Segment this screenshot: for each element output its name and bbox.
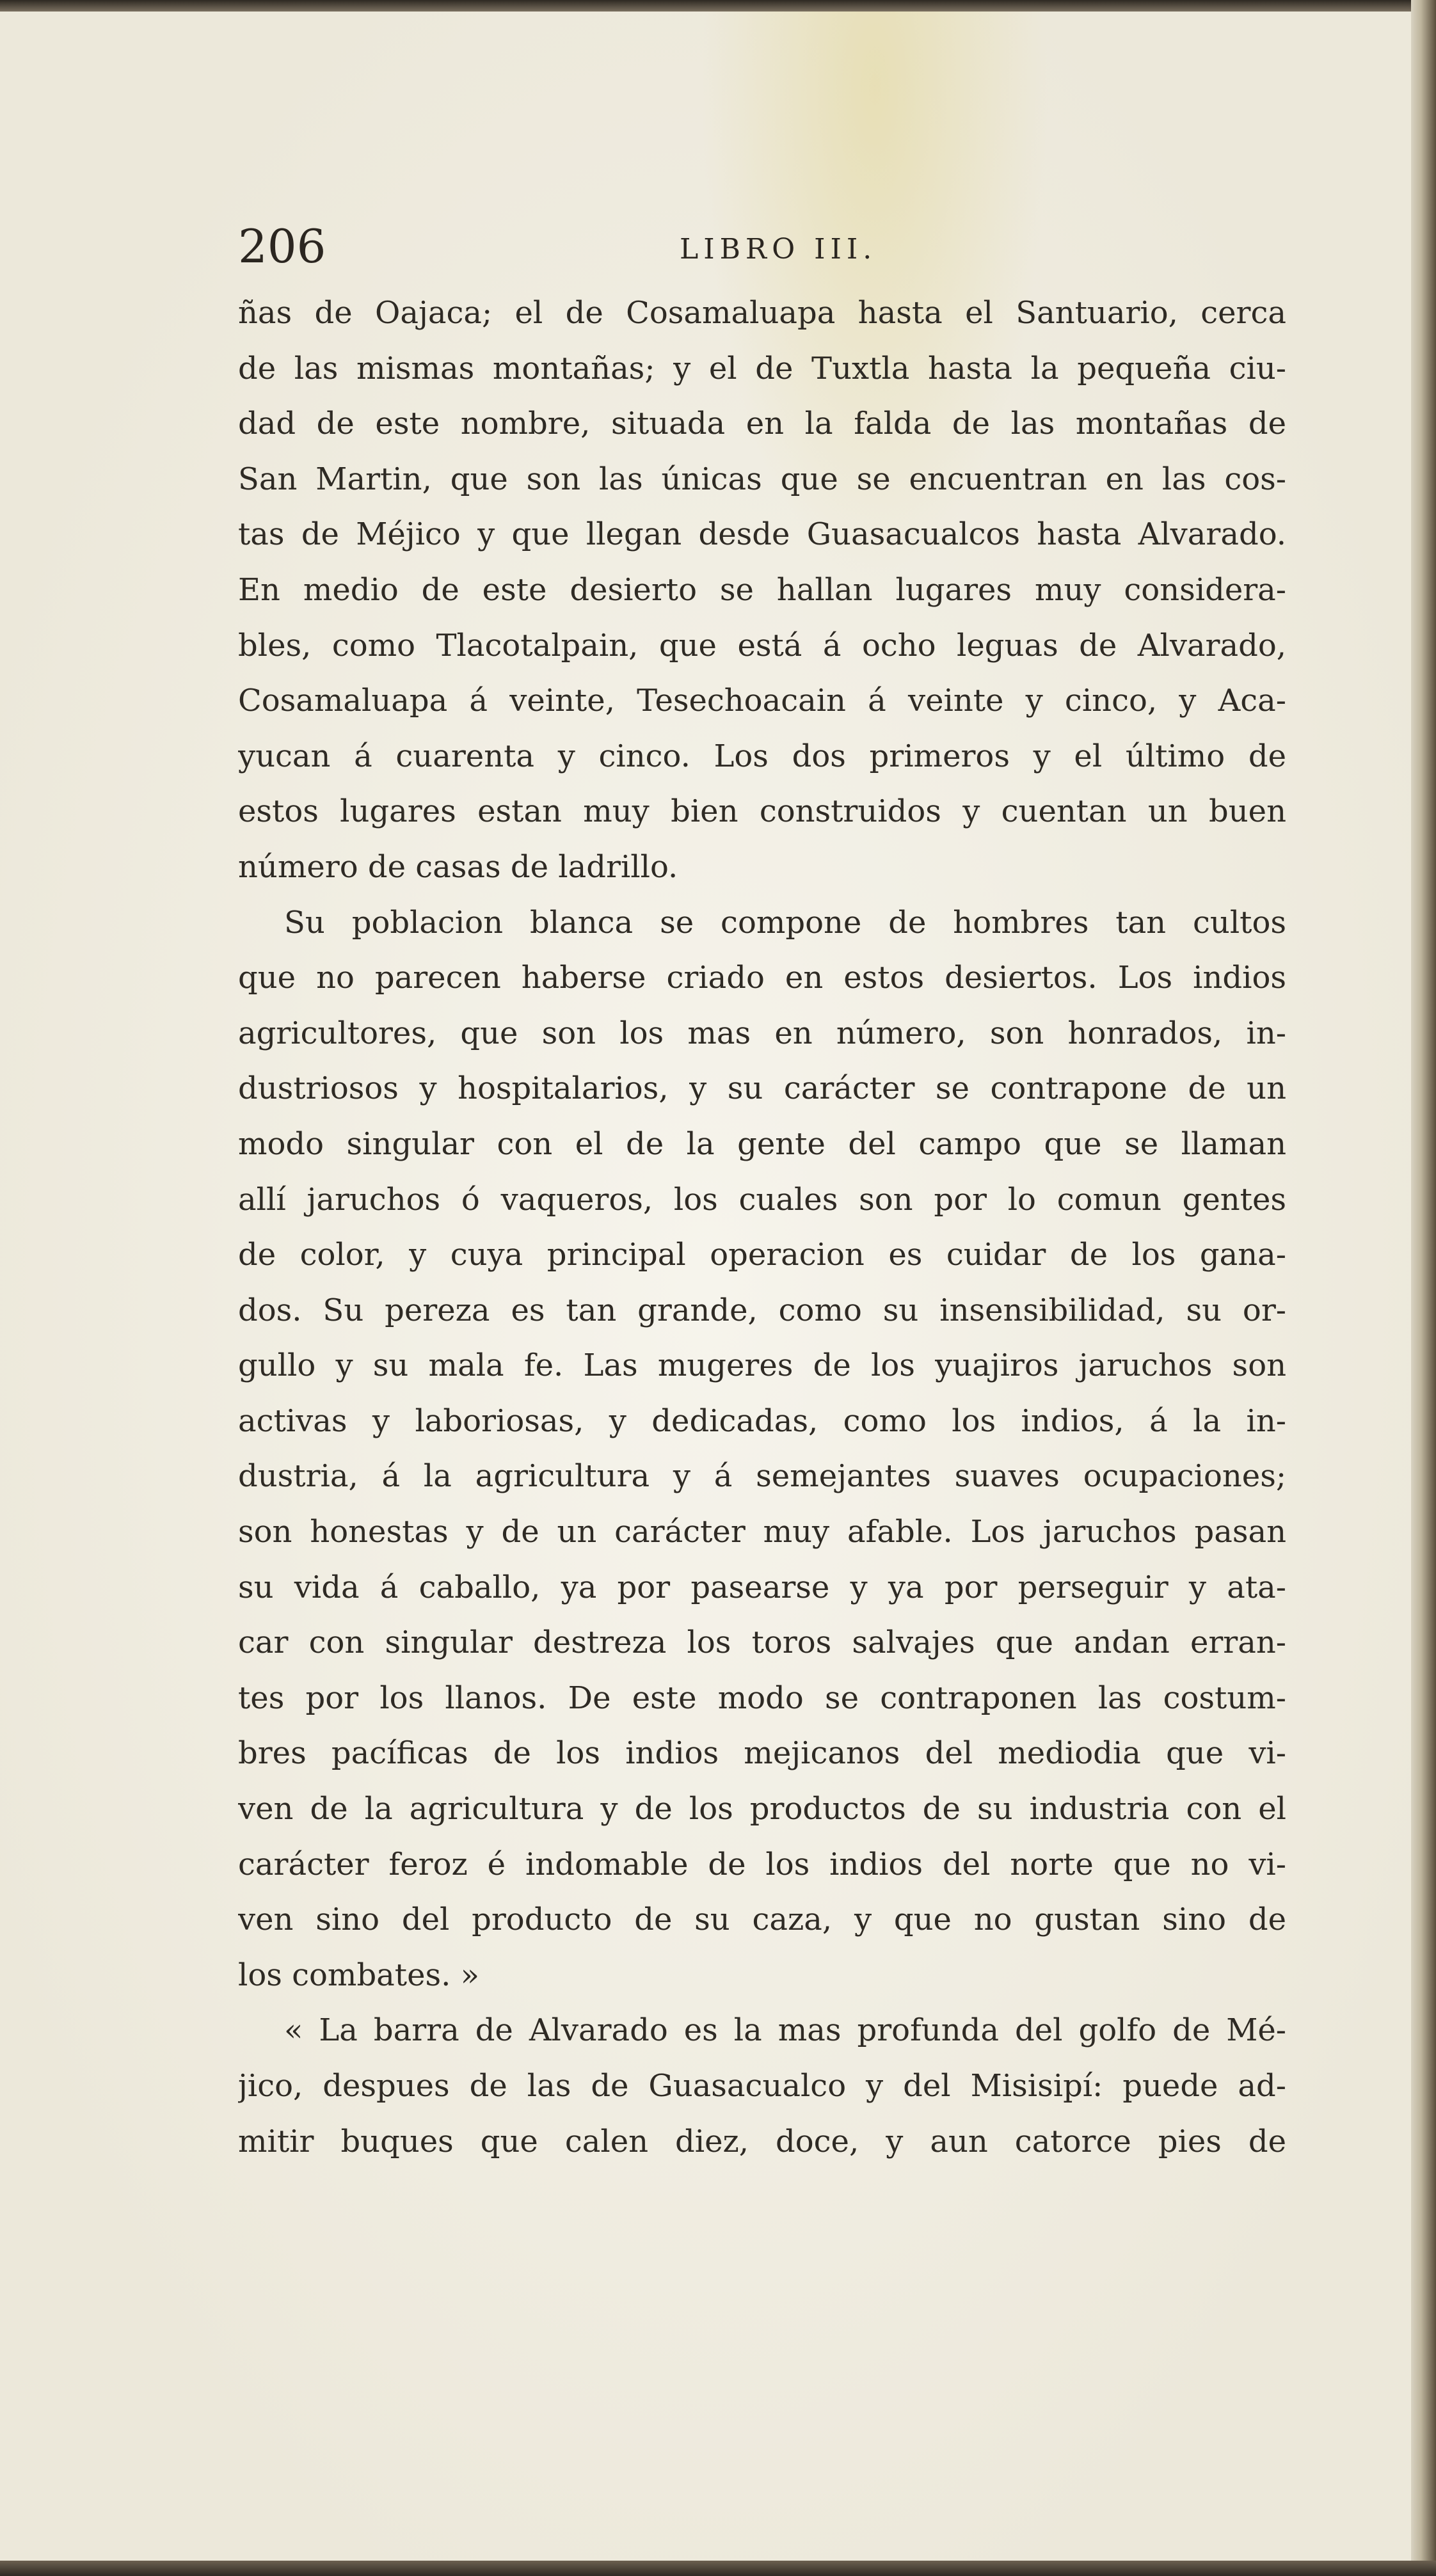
text-line: son honestas y de un carácter muy afable. Los jaruchos pasan xyxy=(238,1514,1286,1550)
running-head: LIBRO III. xyxy=(680,233,877,266)
text-line: allí jaruchos ó vaqueros, los cuales son por lo comun gentes xyxy=(238,1181,1286,1218)
text-line: activas y laboriosas, y dedicadas, como los indios, á la in- xyxy=(238,1403,1286,1439)
text-line: car con singular destreza los toros salvajes que andan erran- xyxy=(238,1625,1286,1661)
text-line: modo singular con el de la gente del campo que se llaman xyxy=(238,1125,1286,1162)
text-line: tas de Méjico y que llegan desde Guasacualcos hasta Alvarado. xyxy=(238,516,1286,553)
text-line: número de casas de ladrillo. xyxy=(238,848,678,885)
text-line: de color, y cuya principal operacion es cuidar de los gana- xyxy=(238,1237,1286,1273)
text-line: yucan á cuarenta y cinco. Los dos primeros y el último de xyxy=(238,738,1286,774)
text-line: bres pacíficas de los indios mejicanos del mediodia que vi- xyxy=(238,1735,1286,1772)
text-line: dos. Su pereza es tan grande, como su insensibilidad, su or- xyxy=(238,1292,1286,1328)
text-line: Cosamaluapa á veinte, Tesechoacain á veinte y cinco, y Aca- xyxy=(238,683,1286,719)
page-header xyxy=(238,218,1281,275)
text-line: ñas de Oajaca; el de Cosamaluapa hasta el Santuario, cerca xyxy=(238,295,1286,331)
text-line: dad de este nombre, situada en la falda de las montañas de xyxy=(238,406,1286,442)
text-line: Su poblacion blanca se compone de hombres tan cultos xyxy=(284,904,1286,941)
text-line: dustria, á la agricultura y á semejantes suaves ocupaciones; xyxy=(238,1458,1286,1495)
text-line: En medio de este desierto se hallan lugares muy considera- xyxy=(238,571,1286,608)
page-bottom-edge xyxy=(0,2561,1436,2576)
text-line: su vida á caballo, ya por pasearse y ya por perseguir y ata- xyxy=(238,1569,1286,1605)
text-line: de las mismas montañas; y el de Tuxtla hasta la pequeña ciu- xyxy=(238,350,1286,386)
text-line: los combates. » xyxy=(238,1957,479,1993)
text-line: San Martin, que son las únicas que se encuentran en las cos- xyxy=(238,461,1286,497)
text-line: mitir buques que calen diez, doce, y aun catorce pies de xyxy=(238,2123,1286,2159)
text-line: gullo y su mala fe. Las mugeres de los yuajiros jaruchos son xyxy=(238,1348,1286,1384)
text-line: tes por los llanos. De este modo se contraponen las costum- xyxy=(238,1680,1286,1716)
text-line: estos lugares estan muy bien construidos y cuentan un buen xyxy=(238,793,1286,830)
text-line: ven de la agricultura y de los productos de su industria con el xyxy=(238,1791,1286,1827)
page-top-edge xyxy=(0,0,1436,12)
text-line: jico, despues de las de Guasacualco y del Misisipí: puede ad- xyxy=(238,2068,1286,2104)
text-line: carácter feroz é indomable de los indios del norte que no vi- xyxy=(238,1846,1286,1882)
text-line: que no parecen haberse criado en estos desiertos. Los indios xyxy=(238,960,1286,996)
text-line: agricultores, que son los mas en número, son honrados, in- xyxy=(238,1015,1286,1051)
text-line: « La barra de Alvarado es la mas profunda del golfo de Mé- xyxy=(284,2012,1286,2049)
text-line: dustriosos y hospitalarios, y su carácter se contrapone de un xyxy=(238,1070,1286,1107)
body-text xyxy=(238,285,1286,2169)
text-line: bles, como Tlacotalpain, que está á ocho leguas de Alvarado, xyxy=(238,627,1286,664)
text-line: ven sino del producto de su caza, y que no gustan sino de xyxy=(238,1902,1286,1938)
page-number: 206 xyxy=(238,219,326,273)
page-right-edge xyxy=(1411,0,1436,2576)
